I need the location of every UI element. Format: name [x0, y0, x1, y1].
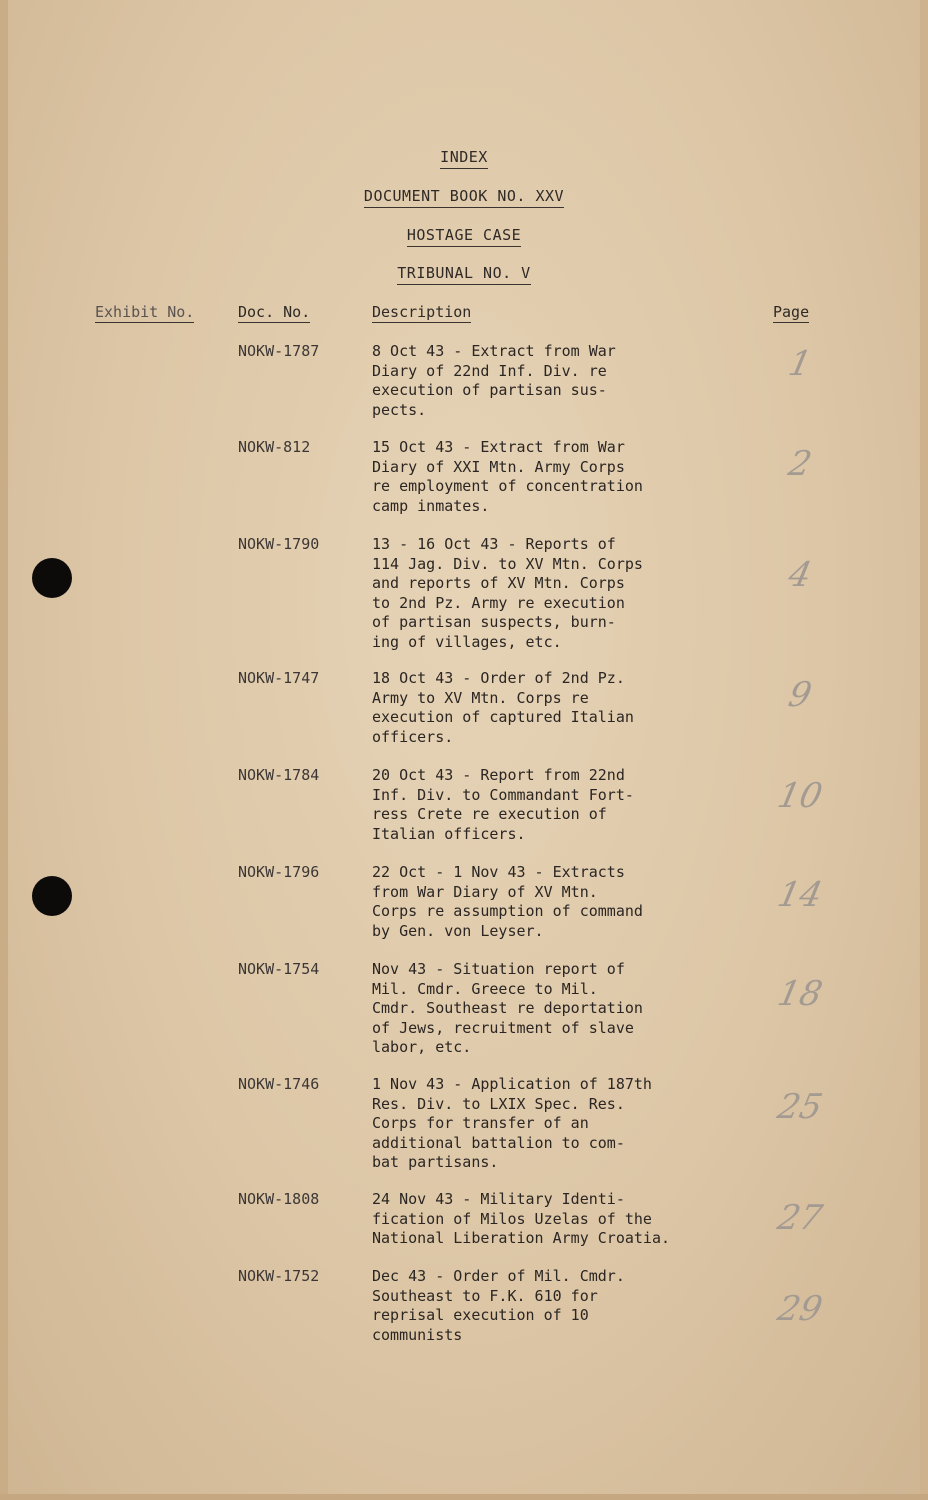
description-line: additional battalion to com- — [372, 1133, 625, 1152]
doc-number: NOKW-1754 — [238, 960, 320, 978]
doc-number: NOKW-1784 — [238, 766, 320, 784]
doc-number: NOKW-1747 — [238, 669, 320, 687]
description-line: 22 Oct - 1 Nov 43 - Extracts — [372, 863, 625, 881]
column-header-description: Description — [372, 303, 472, 321]
entry-description — [372, 342, 616, 420]
description-line: Army to XV Mtn. Corps re — [372, 688, 589, 707]
page-number: 27 — [774, 1198, 826, 1238]
tribunal-heading: TRIBUNAL NO. V — [0, 264, 928, 285]
page-number: 9 — [784, 675, 816, 715]
description-line: ress Crete re execution of — [372, 805, 607, 823]
page-number: 4 — [784, 555, 816, 595]
description-line: labor, etc. — [372, 1038, 472, 1056]
description-line: fication of Milos Uzelas of the — [372, 1209, 652, 1228]
description-line: from War Diary of XV Mtn. — [372, 882, 598, 901]
description-line: reprisal execution of 10 — [372, 1306, 589, 1324]
description-line: camp inmates. — [372, 496, 490, 515]
punch-hole — [32, 876, 72, 916]
index-heading: INDEX — [0, 148, 928, 169]
description-line: Corps re assumption of command — [372, 902, 643, 920]
description-line: Southeast to F.K. 610 for — [372, 1286, 598, 1305]
doc-number: NOKW-1746 — [238, 1075, 320, 1093]
description-line: Mil. Cmdr. Greece to Mil. — [372, 979, 598, 998]
entry-description — [372, 1267, 625, 1345]
description-line: Cmdr. Southeast re deportation — [372, 999, 643, 1017]
description-line: re employment of concentration — [372, 477, 643, 495]
description-line: Res. Div. to LXIX Spec. Res. — [372, 1094, 625, 1113]
entry-description — [372, 863, 643, 941]
description-line: ing of villages, etc. — [372, 632, 562, 651]
doc-number: NOKW-812 — [238, 438, 311, 456]
page-edge — [920, 0, 928, 1500]
description-line: 18 Oct 43 - Order of 2nd Pz. — [372, 669, 625, 687]
column-header-doc-no: Doc. No. — [238, 303, 311, 321]
page-number: 18 — [774, 974, 826, 1014]
description-line: Diary of 22nd Inf. Div. re — [372, 361, 607, 380]
description-line: 8 Oct 43 - Extract from War — [372, 342, 616, 360]
description-line: 15 Oct 43 - Extract from War — [372, 438, 625, 456]
doc-number: NOKW-1752 — [238, 1267, 320, 1285]
punch-hole — [32, 558, 72, 598]
entry-description — [372, 535, 643, 652]
description-line: by Gen. von Leyser. — [372, 921, 544, 940]
description-line: of Jews, recruitment of slave — [372, 1018, 634, 1037]
page-number: 10 — [774, 776, 826, 816]
description-line: 114 Jag. Div. to XV Mtn. Corps — [372, 554, 643, 573]
doc-number: NOKW-1787 — [238, 342, 320, 360]
description-line: Diary of XXI Mtn. Army Corps — [372, 457, 625, 476]
page-number: 2 — [784, 444, 816, 484]
description-line: officers. — [372, 727, 454, 746]
doc-number: NOKW-1796 — [238, 863, 320, 881]
entry-description — [372, 669, 634, 747]
description-line: Inf. Div. to Commandant Fort- — [372, 785, 634, 804]
entry-description — [372, 960, 643, 1058]
description-line: pects. — [372, 400, 427, 419]
description-line: Dec 43 - Order of Mil. Cmdr. — [372, 1267, 625, 1285]
page-number: 25 — [774, 1087, 826, 1127]
description-line: execution of partisan sus- — [372, 381, 607, 399]
document-book-heading: DOCUMENT BOOK NO. XXV — [0, 187, 928, 208]
description-line: execution of captured Italian — [372, 708, 634, 726]
description-line: 1 Nov 43 - Application of 187th — [372, 1075, 652, 1093]
column-header-page: Page — [773, 303, 810, 321]
entry-description — [372, 1190, 670, 1249]
description-line: 24 Nov 43 - Military Identi- — [372, 1190, 625, 1208]
page-number: 29 — [774, 1289, 826, 1329]
column-header-exhibit: Exhibit No. — [95, 303, 195, 321]
description-line: Corps for transfer of an — [372, 1114, 589, 1132]
doc-number: NOKW-1790 — [238, 535, 320, 553]
description-line: Nov 43 - Situation report of — [372, 960, 625, 978]
page-edge — [0, 1494, 928, 1500]
page-edge — [0, 0, 8, 1500]
description-line: National Liberation Army Croatia. — [372, 1229, 671, 1247]
doc-number: NOKW-1808 — [238, 1190, 320, 1208]
entry-description — [372, 438, 643, 516]
description-line: bat partisans. — [372, 1153, 499, 1171]
description-line: and reports of XV Mtn. Corps — [372, 574, 625, 592]
description-line: 13 - 16 Oct 43 - Reports of — [372, 535, 616, 553]
description-line: 20 Oct 43 - Report from 22nd — [372, 766, 625, 784]
description-line: communists — [372, 1325, 463, 1344]
page-number: 14 — [774, 875, 826, 915]
page-number: 1 — [784, 344, 816, 384]
entry-description — [372, 1075, 652, 1173]
description-line: Italian officers. — [372, 824, 526, 843]
description-line: to 2nd Pz. Army re execution — [372, 593, 625, 612]
case-heading: HOSTAGE CASE — [0, 226, 928, 247]
entry-description — [372, 766, 634, 844]
description-line: of partisan suspects, burn- — [372, 613, 616, 631]
